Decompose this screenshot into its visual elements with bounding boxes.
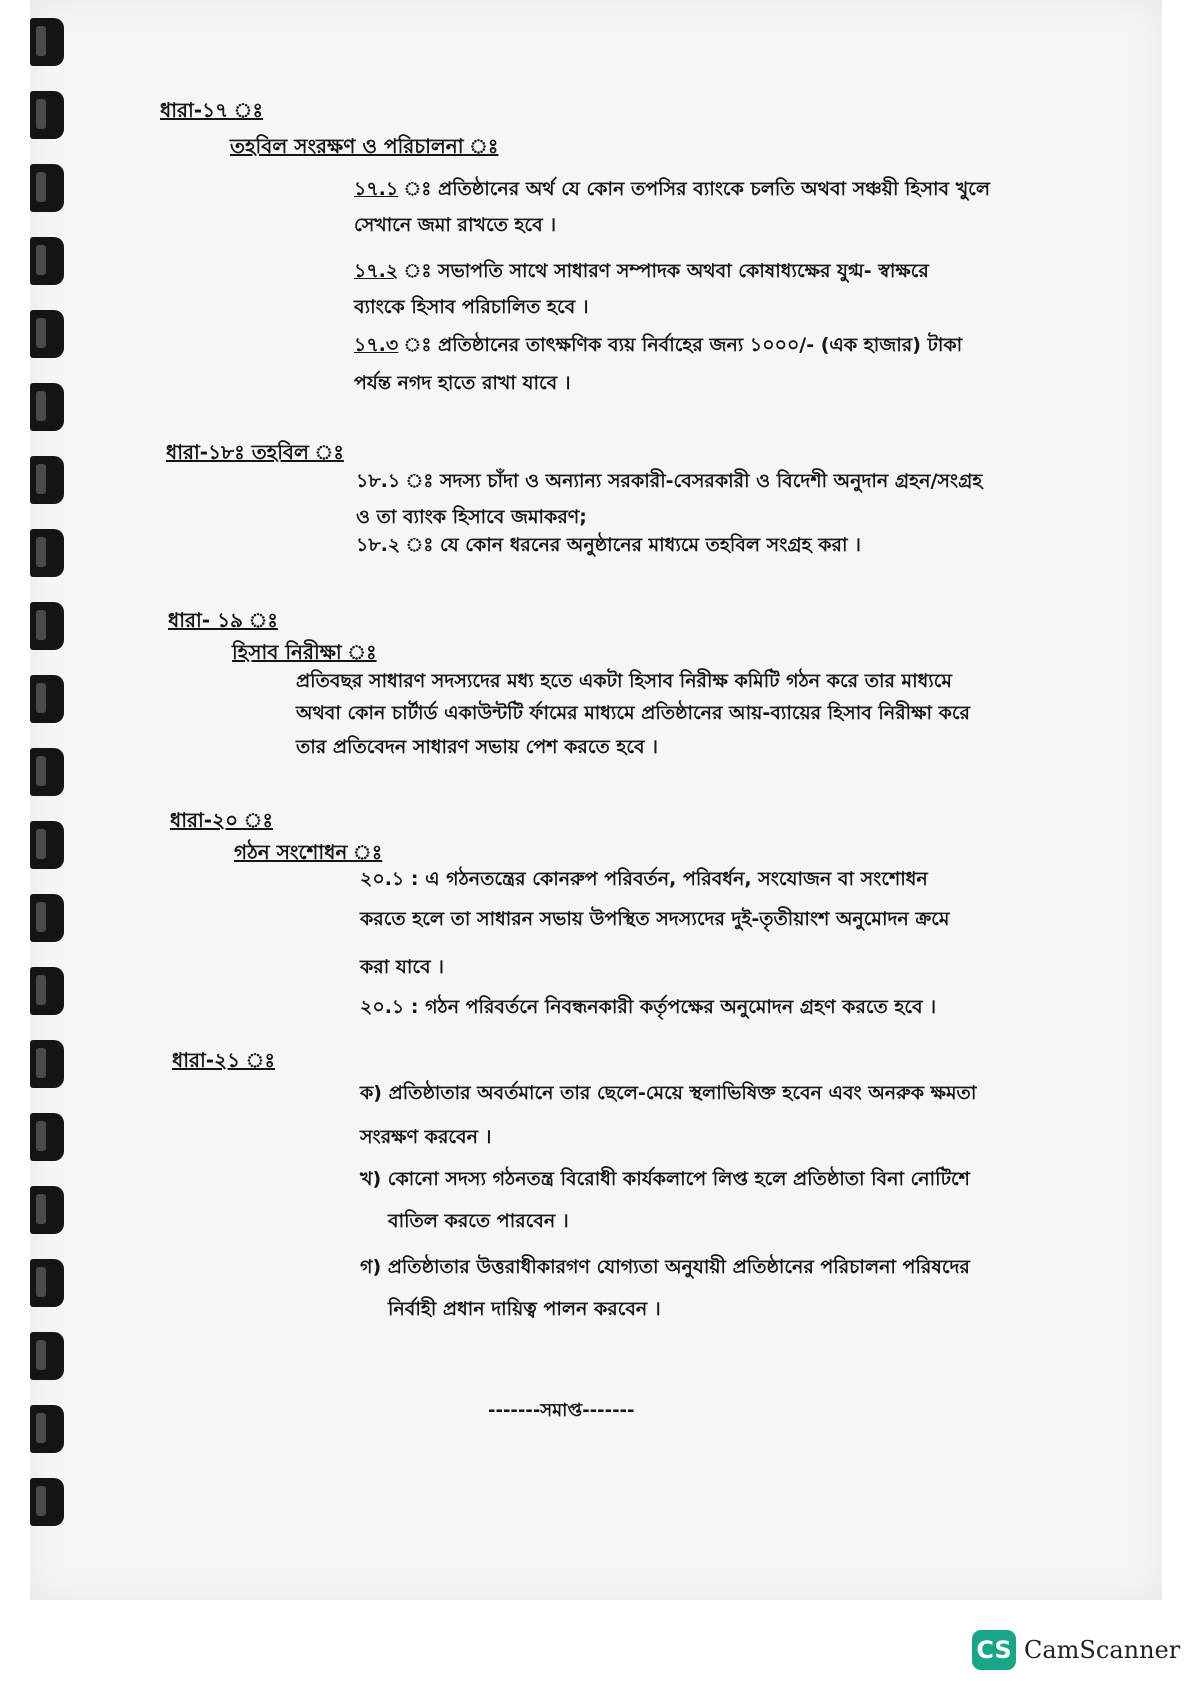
binding-ring: [30, 164, 64, 212]
binding-ring: [30, 1405, 64, 1453]
camscanner-watermark: CamScanner: [1024, 1636, 1181, 1664]
clause-18-2: ১৮.২ ঃ যে কোন ধরনের অনুষ্ঠানের মাধ্যমে তহবিল সংগ্রহ করা ।: [356, 534, 861, 556]
binding-ring: [30, 1259, 64, 1307]
section-20-heading: ধারা-২০ ঃ: [170, 808, 274, 832]
clause-21-kha-line-2: বাতিল করতে পারবেন ।: [388, 1210, 569, 1232]
binding-ring: [30, 1040, 64, 1088]
clause-20-2: ২০.১ : গঠন পরিবর্তনে নিবন্ধনকারী কর্তৃপক্ষের অনুমোদন গ্রহণ করতে হবে ।: [360, 996, 937, 1018]
clause-17-2-line-2: ব্যাংকে হিসাব পরিচালিত হবে ।: [354, 296, 589, 318]
clause-18-1-line-2: ও তা ব্যাংক হিসাবে জমাকরণ;: [356, 506, 587, 528]
binding-ring: [30, 821, 64, 869]
binding-ring: [30, 456, 64, 504]
clause-17-3-line-2: পর্যন্ত নগদ হাতে রাখা যাবে ।: [354, 372, 571, 394]
clause-21-kha: খ) কোনো সদস্য গঠনতন্ত্র বিরোধী কার্যকলাপে লিপ্ত হলে প্রতিষ্ঠাতা বিনা নোটিশে: [360, 1168, 970, 1190]
binding-ring: [30, 1186, 64, 1234]
clause-17-3: [354, 334, 962, 357]
binding-ring: [30, 529, 64, 577]
document-page: [30, 0, 1162, 1600]
clause-21-ka-line-2: সংরক্ষণ করবেন ।: [360, 1126, 492, 1148]
clause-20-1-line-2: করতে হলে তা সাধারন সভায় উপস্থিত সদস্যদের দুই-তৃতীয়াংশ অনুমোদন ক্রমে: [360, 908, 950, 930]
clause-17-1-line-2: সেখানে জমা রাখতে হবে ।: [354, 214, 557, 236]
document-end-marker: -------সমাপ্ত-------: [488, 1400, 635, 1421]
clause-21-ga: গ) প্রতিষ্ঠাতার উত্তরাধীকারগণ যোগ্যতা অনুযায়ী প্রতিষ্ঠানের পরিচালনা পরিষদের: [360, 1256, 970, 1278]
section-17-heading: ধারা-১৭ ঃ: [160, 98, 264, 122]
clause-20-1-line-3: করা যাবে ।: [360, 956, 444, 978]
section-20-subheading: গঠন সংশোধন ঃ: [234, 840, 383, 864]
clause-17-1-text: ঃ প্রতিষ্ঠানের অর্থ যে কোন তপসির ব্যাংকে চলতি অথবা সঞ্চয়ী হিসাব খুলে: [398, 178, 990, 200]
section-21-heading: ধারা-২১ ঃ: [172, 1048, 276, 1072]
clause-19-line-3: তার প্রতিবেদন সাধারণ সভায় পেশ করতে হবে ।: [296, 736, 658, 758]
binding-ring: [30, 237, 64, 285]
binding-ring: [30, 967, 64, 1015]
clause-18-1: ১৮.১ ঃ সদস্য চাঁদা ও অন্যান্য সরকারী-বেসরকারী ও বিদেশী অনুদান গ্রহন/সংগ্রহ: [356, 470, 983, 492]
binding-ring: [30, 1478, 64, 1526]
binding-ring: [30, 1113, 64, 1161]
clause-17-2-number: ১৭.২: [354, 260, 399, 282]
binding-ring: [30, 602, 64, 650]
clause-21-ka: ক) প্রতিষ্ঠাতার অবর্তমানে তার ছেলে-মেয়ে স্থলাভিষিক্ত হবেন এবং অনরুক ক্ষমতা: [360, 1082, 977, 1104]
section-18-heading: ধারা-১৮ঃ তহবিল ঃ: [166, 440, 344, 464]
clause-17-1: [354, 178, 990, 201]
clause-19-line-1: প্রতিবছর সাধারণ সদস্যদের মধ্য হতে একটা হিসাব নিরীক্ষ কমিটি গঠন করে তার মাধ্যমে: [296, 670, 952, 692]
spiral-binding: [30, 0, 68, 1600]
binding-ring: [30, 383, 64, 431]
section-19-heading: ধারা- ১৯ ঃ: [168, 608, 278, 632]
clause-17-3-text: ঃ প্রতিষ্ঠানের তাৎক্ষণিক ব্যয় নির্বাহের জন্য ১০০০/- (এক হাজার) টাকা: [398, 334, 963, 356]
clause-20-1: ২০.১ : এ গঠনতন্ত্রের কোনরুপ পরিবর্তন, পরিবর্ধন, সংযোজন বা সংশোধন: [360, 868, 928, 890]
clause-17-1-number: ১৭.১: [354, 178, 399, 200]
section-19-subheading: হিসাব নিরীক্ষা ঃ: [232, 640, 377, 664]
clause-21-ga-line-2: নির্বাহী প্রধান দায়িত্ব পালন করবেন ।: [388, 1298, 661, 1320]
binding-ring: [30, 748, 64, 796]
clause-19-line-2: অথবা কোন চার্টার্ড একাউন্টটি র্ফামের মাধ্যমে প্রতিষ্ঠানের আয়-ব্যায়ের হিসাব নিরীক্ষা করে: [296, 702, 970, 724]
binding-ring: [30, 1332, 64, 1380]
clause-17-2: [354, 260, 929, 283]
camscanner-logo: CS: [972, 1630, 1016, 1670]
binding-ring: [30, 18, 64, 66]
binding-ring: [30, 91, 64, 139]
binding-ring: [30, 675, 64, 723]
binding-ring: [30, 310, 64, 358]
clause-17-3-number: ১৭.৩: [354, 334, 399, 356]
binding-ring: [30, 894, 64, 942]
section-17-subheading: তহবিল সংরক্ষণ ও পরিচালনা ঃ: [230, 134, 499, 158]
clause-17-2-text: ঃ সভাপতি সাথে সাধারণ সম্পাদক অথবা কোষাধ্যক্ষের যুগ্ম- স্বাক্ষরে: [398, 260, 929, 282]
